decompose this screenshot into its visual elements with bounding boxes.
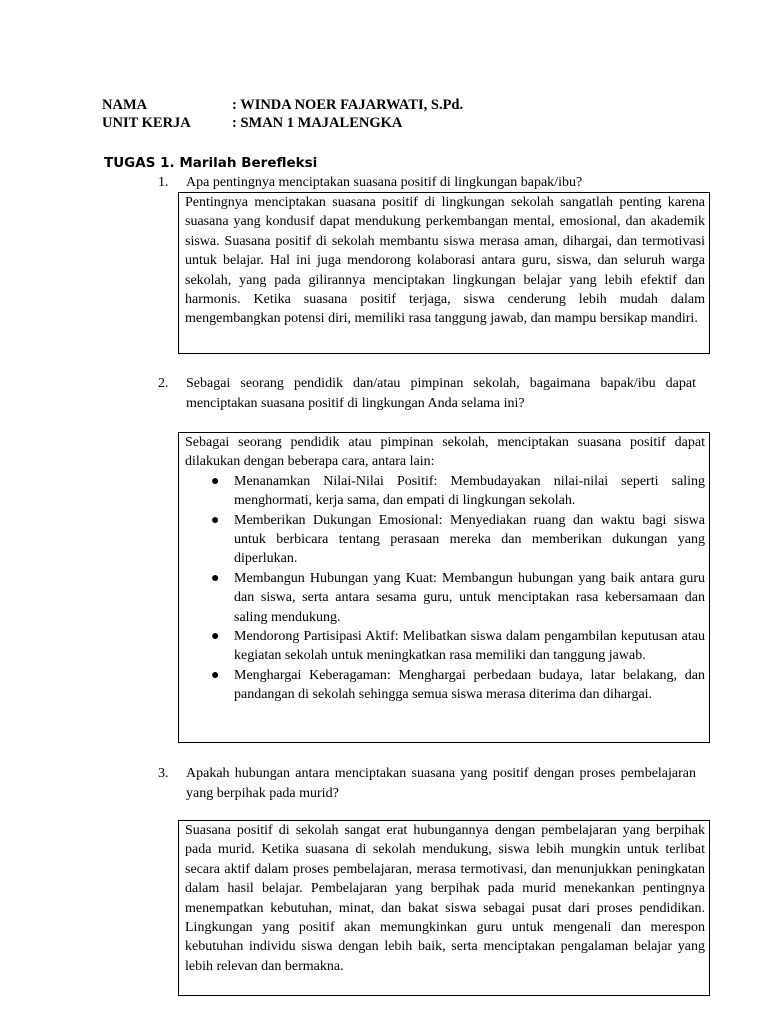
list-item-text: Menghargai Keberagaman: Menghargai perbedaan budaya, latar belakang, dan pandangan di sekolah sehingga semua siswa merasa diterima dan dihargai. bbox=[234, 667, 705, 703]
question-text: Sebagai seorang pendidik dan/atau pimpinan sekolah, bagaimana bapak/ibu dapat menciptakan suasana positif di lingkungan Anda selama ini? bbox=[186, 376, 696, 411]
question-number: 3. bbox=[158, 766, 169, 781]
answer-box-1 bbox=[178, 192, 710, 354]
question-number: 2. bbox=[158, 376, 169, 391]
list-item bbox=[185, 569, 705, 627]
question-text: Apakah hubungan antara menciptakan suasana yang positif dengan proses pembelajaran yang berpihak pada murid? bbox=[186, 766, 696, 801]
answer-intro: Sebagai seorang pendidik atau pimpinan sekolah, menciptakan suasana positif dapat dilakukan dengan beberapa cara, antara lain: bbox=[185, 435, 705, 470]
unit-label: UNIT KERJA bbox=[102, 115, 191, 131]
bullet-icon: ● bbox=[211, 629, 220, 645]
name-value: : WINDA NOER FAJARWATI, S.Pd. bbox=[232, 97, 464, 113]
answer-box-3 bbox=[178, 820, 710, 996]
list-item bbox=[185, 627, 705, 666]
question-number: 1. bbox=[158, 175, 169, 190]
list-item bbox=[185, 472, 705, 511]
list-item-text: Membangun Hubungan yang Kuat: Membangun hubungan yang baik antara guru dan siswa, serta antara sesama guru, untuk menciptakan rasa kebersamaan dan saling mendukung. bbox=[234, 570, 705, 625]
list-item bbox=[185, 511, 705, 569]
list-item bbox=[185, 666, 705, 705]
answer-text: Suasana positif di sekolah sangat erat hubungannya dengan pembelajaran yang berpihak pada murid. Ketika suasana di sekolah mendukung, siswa lebih mungkin untuk terlibat secara aktif dalam proses pembelajaran, merasa termotivasi, dan menunjukkan peningkatan dalam hasil belajar. Pembelajaran yang berpihak pada murid menekankan pentingnya menempatkan kebutuhan, minat, dan bakat siswa sebagai pusat dari proses pendidikan. Lingkungan yang positif akan memungkinkan guru untuk mengenali dan merespon kebutuhan individu siswa dengan lebih baik, serta menciptakan pengalaman belajar yang lebih relevan dan bermakna. bbox=[185, 823, 705, 974]
answer-list bbox=[185, 472, 705, 705]
list-item-text: Mendorong Partisipasi Aktif: Melibatkan siswa dalam pengambilan keputusan atau kegiatan sekolah untuk meningkatkan rasa memiliki dan tanggung jawab. bbox=[234, 629, 705, 664]
unit-value: : SMAN 1 MAJALENGKA bbox=[232, 115, 403, 131]
question-text: Apa pentingnya menciptakan suasana positif di lingkungan bapak/ibu? bbox=[186, 175, 583, 190]
list-item-text: Menanamkan Nilai-Nilai Positif: Membudayakan nilai-nilai seperti saling menghormati, kerja sama, dan empati di lingkungan sekolah. bbox=[234, 473, 705, 509]
bullet-icon: ● bbox=[211, 667, 220, 683]
name-label: NAMA bbox=[102, 97, 148, 113]
bullet-icon: ● bbox=[211, 512, 220, 528]
list-item-text: Memberikan Dukungan Emosional: Menyediakan ruang dan waktu bagi siswa untuk berbicara tentang perasaan mereka dan memberikan dukungan yang diperlukan. bbox=[234, 512, 705, 567]
task-title: TUGAS 1. Marilah Berefleksi bbox=[104, 155, 318, 171]
answer-text: Pentingnya menciptakan suasana positif di lingkungan sekolah sangatlah penting karena suasana yang kondusif dapat mendukung perkembangan mental, emosional, dan akademik siswa. Suasana positif di sekolah membantu siswa merasa aman, dihargai, dan termotivasi untuk belajar. Hal ini juga mendorong kolaborasi antara guru, siswa, dan seluruh warga sekolah, yang pada gilirannya menciptakan lingkungan belajar yang lebih efektif dan harmonis. Ketika suasana positif terjaga, siswa cenderung lebih mudah dalam mengembangkan potensi diri, memiliki rasa tanggung jawab, dan mampu bersikap mandiri. bbox=[185, 195, 705, 327]
bullet-icon: ● bbox=[211, 570, 220, 586]
answer-box-2 bbox=[178, 432, 710, 743]
bullet-icon: ● bbox=[211, 473, 220, 489]
